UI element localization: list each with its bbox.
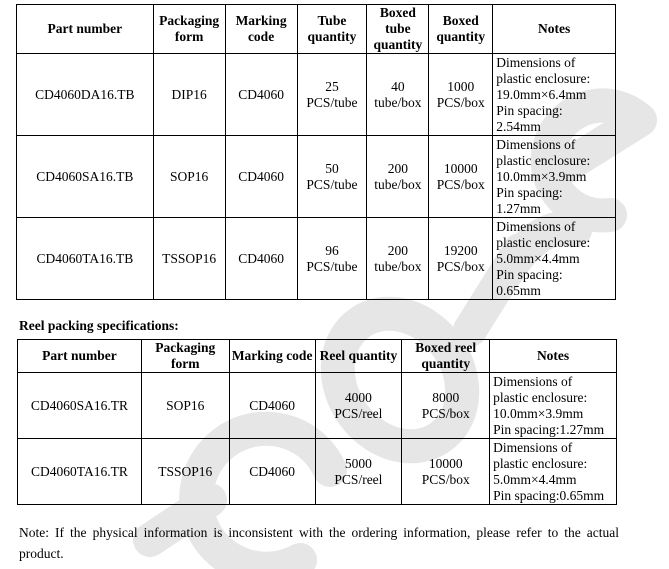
boxed-reel-quantity-cell: 8000 PCS/box [402,373,490,439]
reel-table-header-row [18,340,617,373]
boxed-tube-quantity-cell: 200 tube/box [367,136,429,218]
header-tube-quantity: Tube quantity [297,5,367,54]
packaging-form-cell: TSSOP16 [153,218,225,300]
header-part-number: Part number [18,340,142,373]
packaging-form-cell: SOP16 [141,373,229,439]
header-marking-code: Marking code [229,340,315,373]
part-number-cell: CD4060DA16.TB [17,54,154,136]
marking-code-cell: CD4060 [229,373,315,439]
tube-packing-table [16,4,616,300]
tube-quantity-cell: 50 PCS/tube [297,136,367,218]
notes-cell: Dimensions of plastic enclosure: 5.0mm×4.4mm Pin spacing:0.65mm [490,439,617,505]
header-boxed-tube-quantity: Boxed tube quantity [367,5,429,54]
marking-code-cell: CD4060 [225,54,297,136]
table-row [17,54,616,136]
notes-cell: Dimensions of plastic enclosure: 5.0mm×4.4mm Pin spacing: 0.65mm [493,218,616,300]
header-part-number: Part number [17,5,154,54]
table-row [17,136,616,218]
marking-code-cell: CD4060 [225,136,297,218]
tube-table-header-row [17,5,616,54]
marking-code-cell: CD4060 [229,439,315,505]
reel-section-title: Reel packing specifications: [19,318,179,333]
table-row [18,373,617,439]
packaging-form-cell: TSSOP16 [141,439,229,505]
header-reel-quantity: Reel quantity [315,340,402,373]
boxed-quantity-cell: 19200 PCS/box [429,218,493,300]
header-packaging-form: Packaging form [153,5,225,54]
header-packaging-form: Packaging form [141,340,229,373]
tube-quantity-cell: 25 PCS/tube [297,54,367,136]
part-number-cell: CD4060TA16.TB [17,218,154,300]
part-number-cell: CD4060SA16.TB [17,136,154,218]
part-number-cell: CD4060SA16.TR [18,373,142,439]
packaging-form-cell: DIP16 [153,54,225,136]
boxed-tube-quantity-cell: 40 tube/box [367,54,429,136]
header-notes: Notes [490,340,617,373]
marking-code-cell: CD4060 [225,218,297,300]
footnote: Note: If the physical information is inconsistent with the ordering information, please refer to the actual product. [19,525,619,561]
part-number-cell: CD4060TA16.TR [18,439,142,505]
reel-quantity-cell: 5000 PCS/reel [315,439,402,505]
header-boxed-reel-quantity: Boxed reel quantity [402,340,490,373]
notes-cell: Dimensions of plastic enclosure: 19.0mm×6.4mm Pin spacing: 2.54mm [493,54,616,136]
header-marking-code: Marking code [225,5,297,54]
header-boxed-quantity: Boxed quantity [429,5,493,54]
reel-quantity-cell: 4000 PCS/reel [315,373,402,439]
tube-quantity-cell: 96 PCS/tube [297,218,367,300]
table-row [17,218,616,300]
boxed-quantity-cell: 1000 PCS/box [429,54,493,136]
boxed-reel-quantity-cell: 10000 PCS/box [402,439,490,505]
boxed-quantity-cell: 10000 PCS/box [429,136,493,218]
notes-cell: Dimensions of plastic enclosure: 10.0mm×3.9mm Pin spacing: 1.27mm [493,136,616,218]
notes-cell: Dimensions of plastic enclosure: 10.0mm×3.9mm Pin spacing:1.27mm [490,373,617,439]
reel-packing-table [17,339,617,505]
table-row [18,439,617,505]
header-notes: Notes [493,5,616,54]
packaging-form-cell: SOP16 [153,136,225,218]
boxed-tube-quantity-cell: 200 tube/box [367,218,429,300]
